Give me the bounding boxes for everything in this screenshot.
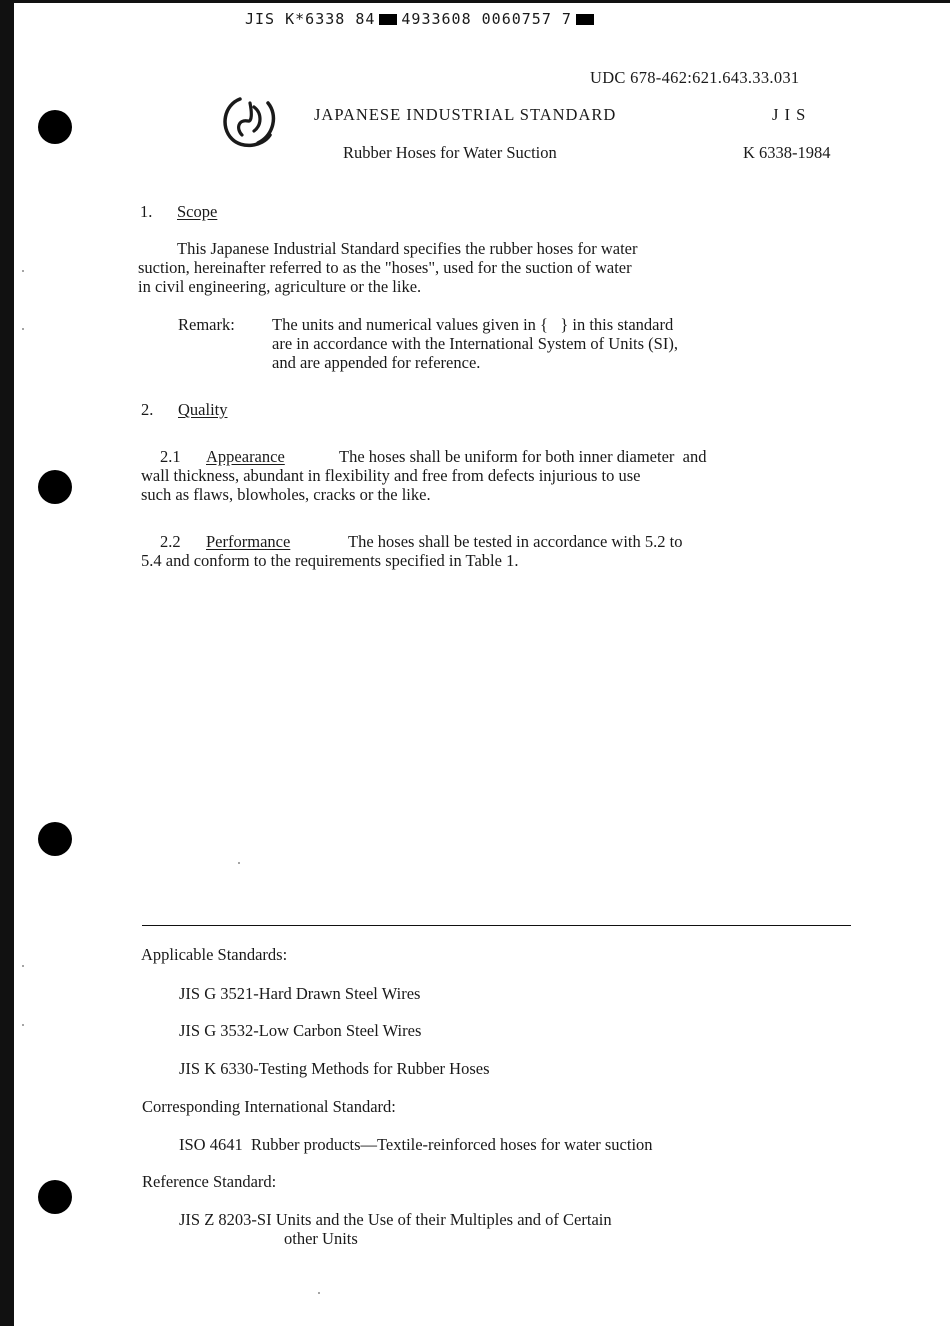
black-block — [379, 14, 397, 25]
doc-number: K 6338-1984 — [743, 143, 831, 162]
scan-speck — [22, 270, 24, 272]
scope-line-3: in civil engineering, agriculture or the like. — [138, 277, 422, 296]
reference-standard-line-1: JIS Z 8203-SI Units and the Use of their Multiples and of Certain — [179, 1210, 612, 1229]
international-standard-item: ISO 4641 Rubber products—Textile-reinforced hoses for water suction — [179, 1135, 653, 1154]
scan-top-rule — [14, 0, 950, 3]
scan-speck — [318, 1292, 320, 1294]
applicable-standards-label: Applicable Standards: — [141, 945, 288, 964]
scope-line-2: suction, hereinafter referred to as the "hoses", used for the suction of water — [138, 258, 632, 277]
international-standard-label: Corresponding International Standard: — [142, 1097, 396, 1116]
punch-hole-3 — [38, 822, 72, 856]
scan-speck — [22, 328, 24, 330]
appearance-line-2: wall thickness, abundant in flexibility and free from defects injurious to use — [141, 466, 641, 485]
org-title: JAPANESE INDUSTRIAL STANDARD — [314, 105, 617, 124]
jis-mark-logo — [218, 91, 280, 153]
remark-line-2: are in accordance with the International System of Units (SI), — [272, 334, 678, 353]
reference-standard-line-2: other Units — [284, 1229, 358, 1248]
scan-speck — [22, 965, 24, 967]
udc-code: UDC 678-462:621.643.33.031 — [590, 68, 800, 87]
applicable-standard-item: JIS K 6330-Testing Methods for Rubber Hoses — [179, 1059, 490, 1078]
jis-label: J I S — [772, 105, 807, 124]
scope-line-1: This Japanese Industrial Standard specifies the rubber hoses for water — [177, 239, 638, 258]
scan-code-prefix: JIS K*6338 84 — [245, 10, 376, 28]
scan-left-edge — [0, 0, 14, 1326]
scan-speck — [238, 862, 240, 864]
section-1-heading: Scope — [177, 202, 218, 221]
footnote-divider — [142, 925, 851, 926]
applicable-standard-item: JIS G 3532-Low Carbon Steel Wires — [179, 1021, 422, 1040]
scan-speck — [22, 1024, 24, 1026]
appearance-line-1: The hoses shall be uniform for both inner diameter and — [339, 447, 707, 466]
section-2-heading: Quality — [178, 400, 228, 419]
reference-standard-label: Reference Standard: — [142, 1172, 277, 1191]
subsection-2-2-number: 2.2 — [160, 532, 181, 551]
performance-line-2: 5.4 and conform to the requirements specified in Table 1. — [141, 551, 519, 570]
remark-line-1: The units and numerical values given in { } in this standard — [272, 315, 674, 334]
subsection-2-1-number: 2.1 — [160, 447, 181, 466]
punch-hole-2 — [38, 470, 72, 504]
doc-title: Rubber Hoses for Water Suction — [343, 143, 557, 162]
punch-hole-1 — [38, 110, 72, 144]
subsection-2-2-heading: Performance — [206, 532, 291, 551]
scan-header-code — [245, 10, 598, 28]
subsection-2-1-heading: Appearance — [206, 447, 285, 466]
performance-line-1: The hoses shall be tested in accordance with 5.2 to — [348, 532, 683, 551]
black-block — [576, 14, 594, 25]
scan-code-number: 4933608 0060757 7 — [401, 10, 572, 28]
section-2-number: 2. — [141, 400, 154, 419]
appearance-line-3: such as flaws, blowholes, cracks or the like. — [141, 485, 431, 504]
section-1-number: 1. — [140, 202, 153, 221]
remark-line-3: and are appended for reference. — [272, 353, 481, 372]
applicable-standard-item: JIS G 3521-Hard Drawn Steel Wires — [179, 984, 421, 1003]
remark-label: Remark: — [178, 315, 235, 334]
punch-hole-4 — [38, 1180, 72, 1214]
